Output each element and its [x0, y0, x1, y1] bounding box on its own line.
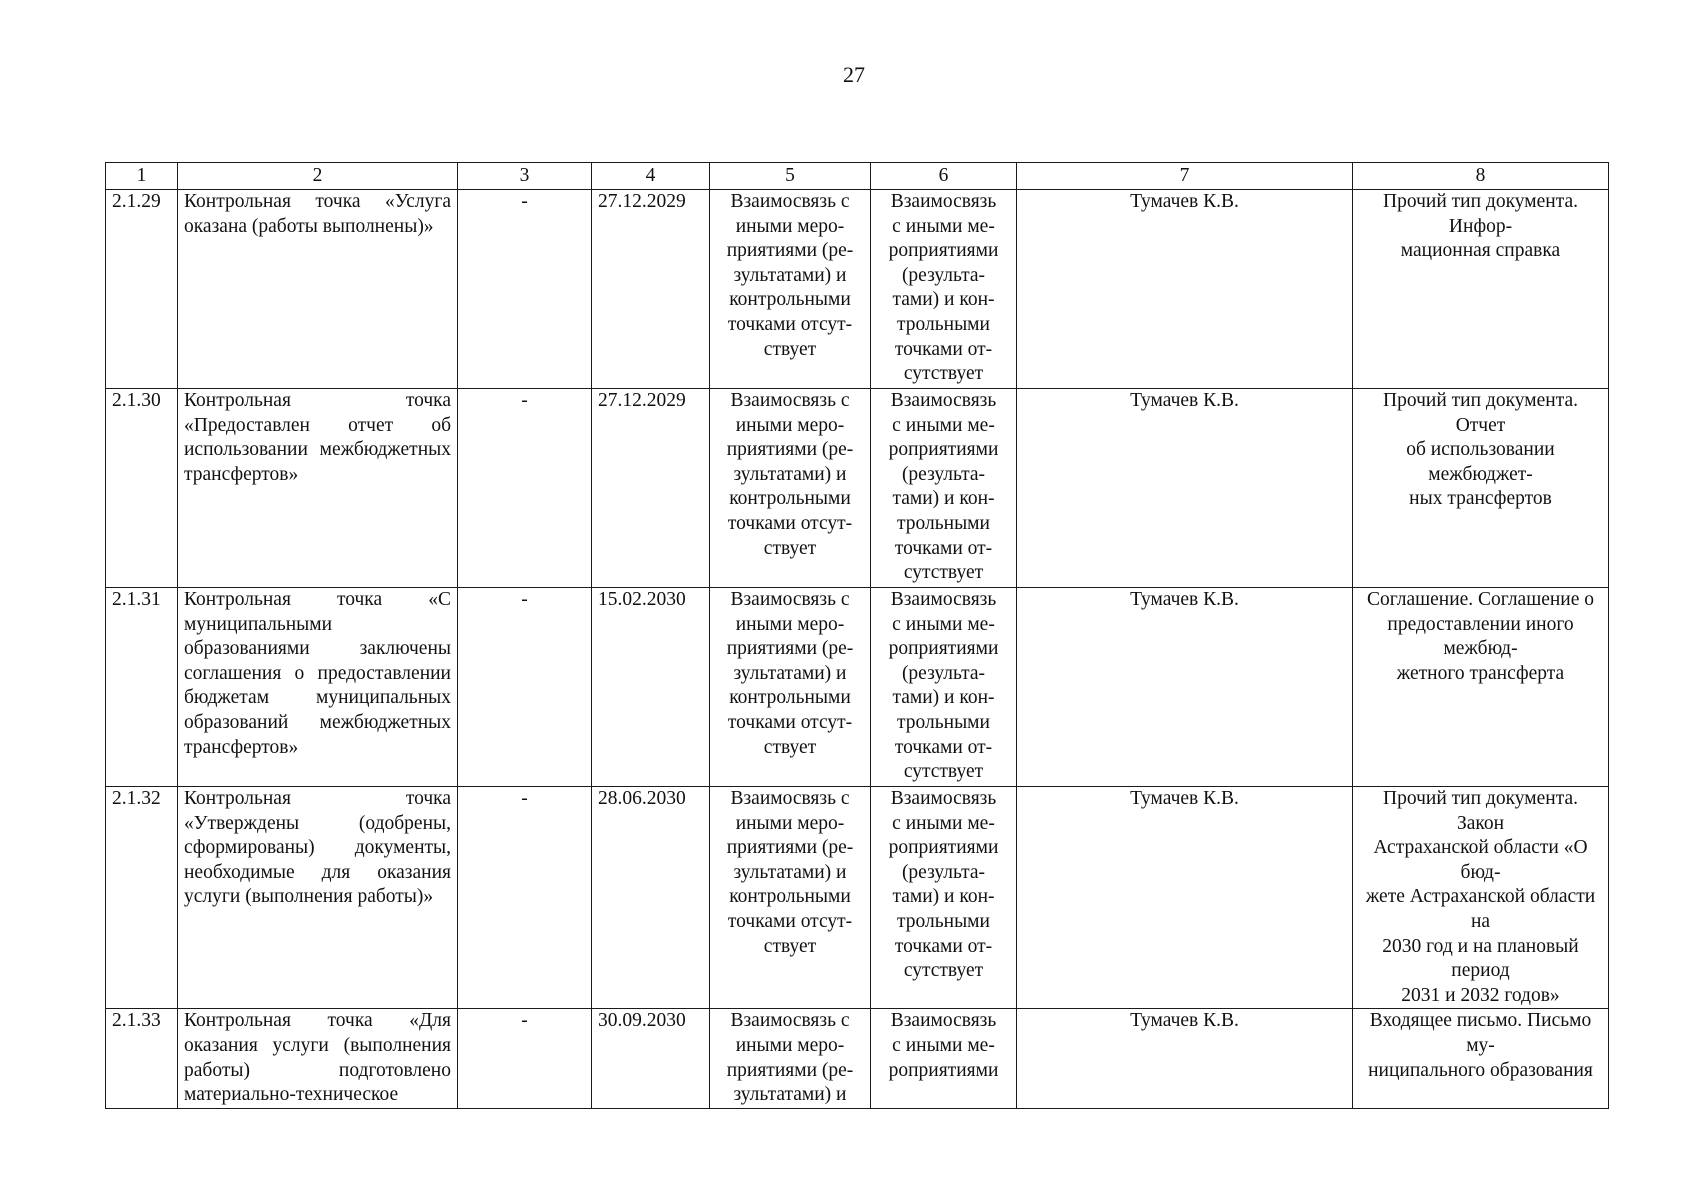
responsible-person: Тумачев К.В. — [1017, 588, 1353, 787]
table-row — [106, 1009, 1609, 1108]
control-point-name: Контрольная точка «Для оказания услуги (выполнения работы) подготовлено материально-техническое — [178, 1009, 458, 1108]
column-3-value: - — [458, 588, 592, 787]
table-row — [106, 787, 1609, 1009]
relationship-col5: Взаимосвязь с иными меро- приятиями (ре- зультатами) и контрольными точками отсут- ствует — [710, 389, 871, 588]
relationship-col6: Взаимосвязь с иными ме- роприятиями — [871, 1009, 1017, 1108]
document-type: Прочий тип документа. Отчет об использовании межбюджет- ных трансфертов — [1353, 389, 1609, 588]
row-number: 2.1.33 — [106, 1009, 178, 1108]
control-point-name: Контрольная точка «Утверждены (одобрены, сформированы) документы, необходимые для оказания услуги (выполнения работы)» — [178, 787, 458, 1009]
row-number: 2.1.29 — [106, 190, 178, 389]
deadline-date: 30.09.2030 — [592, 1009, 710, 1108]
deadline-date: 28.06.2030 — [592, 787, 710, 1009]
relationship-col6: Взаимосвязь с иными ме- роприятиями (результа- тами) и кон- трольными точками от- сутствует — [871, 588, 1017, 787]
column-header: 4 — [592, 163, 710, 190]
document-type: Соглашение. Соглашение о предоставлении иного межбюд- жетного трансферта — [1353, 588, 1609, 787]
column-header: 5 — [710, 163, 871, 190]
column-header: 2 — [178, 163, 458, 190]
deadline-date: 15.02.2030 — [592, 588, 710, 787]
row-number: 2.1.31 — [106, 588, 178, 787]
column-3-value: - — [458, 1009, 592, 1108]
control-point-name: Контрольная точка «Услуга оказана (работы выполнены)» — [178, 190, 458, 389]
column-header: 1 — [106, 163, 178, 190]
document-type: Прочий тип документа. Закон Астраханской области «О бюд- жете Астраханской области на 2030 год и на плановый период 2031 и 2032 годов» — [1353, 787, 1609, 1009]
document-type: Прочий тип документа. Инфор- мационная справка — [1353, 190, 1609, 389]
table-row — [106, 588, 1609, 787]
column-header: 7 — [1017, 163, 1353, 190]
responsible-person: Тумачев К.В. — [1017, 190, 1353, 389]
responsible-person: Тумачев К.В. — [1017, 389, 1353, 588]
deadline-date: 27.12.2029 — [592, 389, 710, 588]
table-row — [106, 389, 1609, 588]
row-number: 2.1.30 — [106, 389, 178, 588]
relationship-col5: Взаимосвязь с иными меро- приятиями (ре- зультатами) и — [710, 1009, 871, 1108]
control-point-name: Контрольная точка «Предоставлен отчет об использовании межбюджетных трансфертов» — [178, 389, 458, 588]
relationship-col5: Взаимосвязь с иными меро- приятиями (ре- зультатами) и контрольными точками отсут- ствует — [710, 787, 871, 1009]
responsible-person: Тумачев К.В. — [1017, 787, 1353, 1009]
page-number: 27 — [843, 62, 865, 87]
column-3-value: - — [458, 389, 592, 588]
control-point-name: Контрольная точка «С муниципальными образованиями заключены соглашения о предоставлении бюджетам муниципальных образований межбюджетных трансфертов» — [178, 588, 458, 787]
relationship-col6: Взаимосвязь с иными ме- роприятиями (результа- тами) и кон- трольными точками от- сутствует — [871, 190, 1017, 389]
relationship-col6: Взаимосвязь с иными ме- роприятиями (результа- тами) и кон- трольными точками от- сутствует — [871, 389, 1017, 588]
table-row — [106, 190, 1609, 389]
row-number: 2.1.32 — [106, 787, 178, 1009]
column-header: 6 — [871, 163, 1017, 190]
header-row — [106, 163, 1609, 190]
column-3-value: - — [458, 190, 592, 389]
column-3-value: - — [458, 787, 592, 1009]
relationship-col5: Взаимосвязь с иными меро- приятиями (ре- зультатами) и контрольными точками отсут- ствует — [710, 588, 871, 787]
relationship-col6: Взаимосвязь с иными ме- роприятиями (результа- тами) и кон- трольными точками от- сутствует — [871, 787, 1017, 1009]
control-points-table — [105, 162, 1609, 1109]
responsible-person: Тумачев К.В. — [1017, 1009, 1353, 1108]
deadline-date: 27.12.2029 — [592, 190, 710, 389]
relationship-col5: Взаимосвязь с иными меро- приятиями (ре- зультатами) и контрольными точками отсут- ствует — [710, 190, 871, 389]
document-type: Входящее письмо. Письмо му- ниципального образования — [1353, 1009, 1609, 1108]
column-header: 3 — [458, 163, 592, 190]
column-header: 8 — [1353, 163, 1609, 190]
